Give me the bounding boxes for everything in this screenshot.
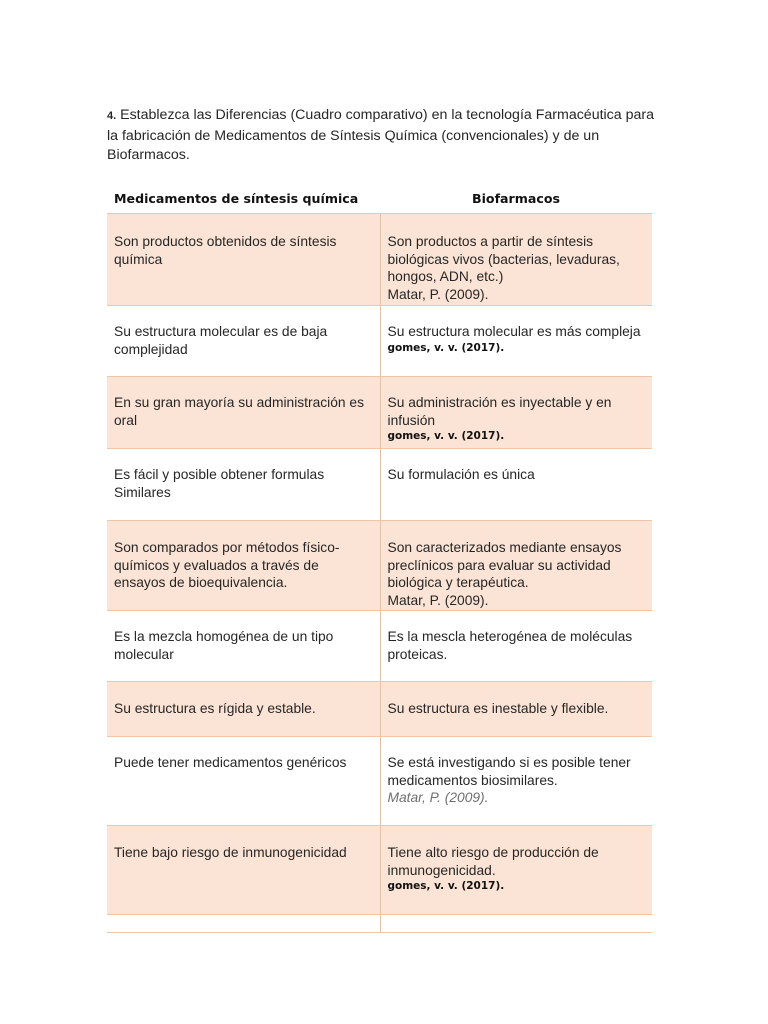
citation: Matar, P. (2009). bbox=[387, 592, 489, 608]
cell-bio bbox=[380, 826, 652, 915]
table-row bbox=[107, 826, 652, 915]
table-row bbox=[107, 306, 652, 377]
cell-bio-text: Su estructura molecular es más compleja bbox=[387, 324, 641, 339]
cell-bio bbox=[380, 682, 652, 737]
cell-bio bbox=[380, 915, 652, 933]
table-row bbox=[107, 377, 652, 449]
cell-bio-text: Su estructura es inestable y flexible. bbox=[387, 701, 609, 717]
cell-bio bbox=[380, 611, 652, 682]
table-row bbox=[107, 611, 652, 682]
cell-synthetic: Es la mezcla homogénea de un tipo molecular bbox=[107, 611, 380, 682]
cell-bio-text: Es la mescla heterogénea de moléculas proteicas. bbox=[387, 629, 633, 662]
cell-synthetic: Son comparados por métodos físico-químicos y evaluados a través de ensayos de bioequivalencia. bbox=[107, 521, 380, 611]
cell-bio-text: Son productos a partir de síntesis biológicas vivos (bacterias, levaduras, hongos, ADN, etc.) bbox=[387, 234, 620, 284]
cell-synthetic: Su estructura es rígida y estable. bbox=[107, 682, 380, 737]
header-biopharmaceuticals: Biofarmacos bbox=[380, 183, 652, 214]
cell-bio bbox=[380, 521, 652, 611]
cell-bio bbox=[380, 377, 652, 449]
table-row bbox=[107, 214, 652, 306]
cell-bio bbox=[380, 449, 652, 521]
cell-bio-text: Su administración es inyectable y en infusión bbox=[387, 395, 612, 428]
citation: gomes, v. v. (2017). bbox=[387, 341, 505, 354]
cell-bio bbox=[380, 306, 652, 377]
question-paragraph bbox=[107, 106, 657, 166]
cell-synthetic: Son productos obtenidos de síntesis química bbox=[107, 214, 380, 306]
cell-synthetic: Tiene bajo riesgo de inmunogenicidad bbox=[107, 826, 380, 915]
cell-synthetic bbox=[107, 915, 380, 933]
header-synthetic-drugs: Medicamentos de síntesis química bbox=[107, 183, 380, 214]
cell-synthetic: Es fácil y posible obtener formulas Similares bbox=[107, 449, 380, 521]
table-row bbox=[107, 737, 652, 826]
question-number: 4. bbox=[107, 110, 117, 123]
comparison-table bbox=[107, 183, 652, 933]
citation: Matar, P. (2009). bbox=[387, 286, 489, 302]
table-row bbox=[107, 521, 652, 611]
question-text: Establezca las Diferencias (Cuadro comparativo) en la tecnología Farmacéutica para la fabricación de Medicamentos de Síntesis Química (convencionales) y de un Biofarmacos. bbox=[107, 107, 654, 164]
cell-synthetic: Puede tener medicamentos genéricos bbox=[107, 737, 380, 826]
cell-bio-text: Se está investigando si es posible tener medicamentos biosimilares. bbox=[387, 755, 631, 788]
cell-bio-text: Tiene alto riesgo de producción de inmunogenicidad. bbox=[387, 845, 599, 878]
citation: Matar, P. (2009). bbox=[387, 790, 489, 805]
cell-bio-text: Son caracterizados mediante ensayos preclínicos para evaluar su actividad biológica y terapéutica. bbox=[387, 540, 622, 590]
table-row bbox=[107, 915, 652, 933]
citation: gomes, v. v. (2017). bbox=[387, 880, 505, 892]
cell-synthetic: En su gran mayoría su administración es oral bbox=[107, 377, 380, 449]
cell-bio bbox=[380, 214, 652, 306]
cell-bio-text: Su formulación es única bbox=[387, 467, 535, 482]
table-row bbox=[107, 449, 652, 521]
table-header-row bbox=[107, 183, 652, 214]
citation: gomes, v. v. (2017). bbox=[387, 430, 505, 442]
table-row bbox=[107, 682, 652, 737]
cell-synthetic: Su estructura molecular es de baja complejidad bbox=[107, 306, 380, 377]
cell-bio bbox=[380, 737, 652, 826]
